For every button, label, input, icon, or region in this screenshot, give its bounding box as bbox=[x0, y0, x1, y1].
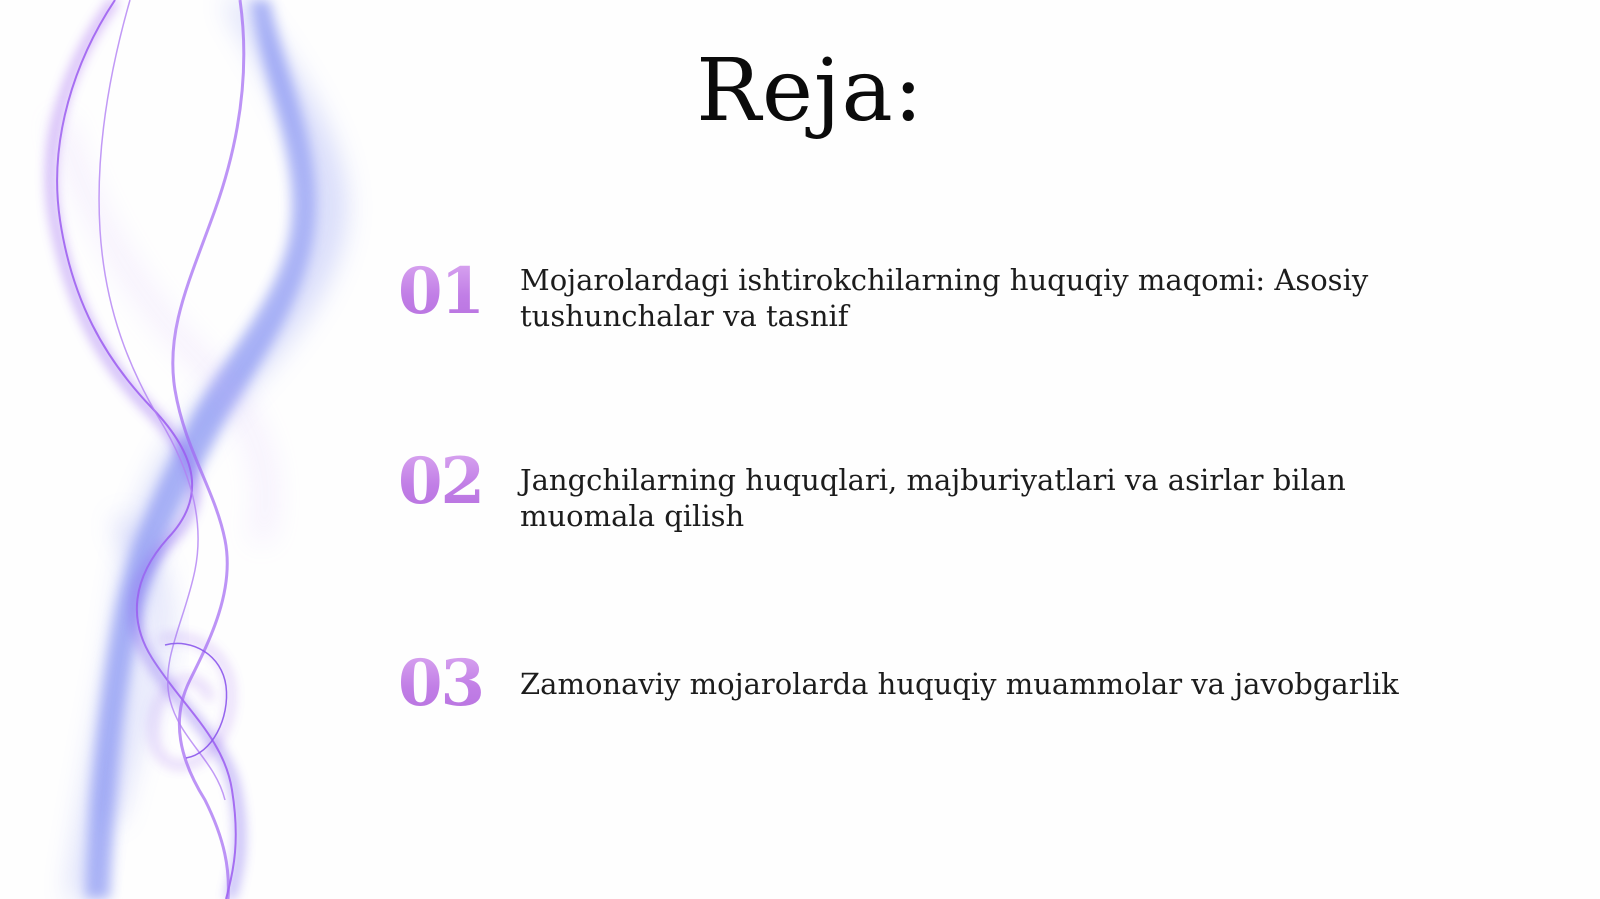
agenda-number: 01 bbox=[398, 254, 484, 329]
purple-smoke-decoration bbox=[0, 0, 400, 899]
agenda-number: 03 bbox=[398, 646, 484, 721]
agenda-number: 02 bbox=[398, 444, 484, 519]
slide-title: Reja: bbox=[696, 41, 924, 141]
agenda-text: Mojarolardagi ishtirokchilarning huquqiy maqomi: Asosiy tushunchalar va tasnif bbox=[520, 263, 1369, 333]
agenda-text: Zamonaviy mojarolarda huquqiy muammolar va javobgarlik bbox=[520, 667, 1399, 701]
agenda-text: Jangchilarning huquqlari, majburiyatlari va asirlar bilan muomala qilish bbox=[520, 463, 1346, 533]
